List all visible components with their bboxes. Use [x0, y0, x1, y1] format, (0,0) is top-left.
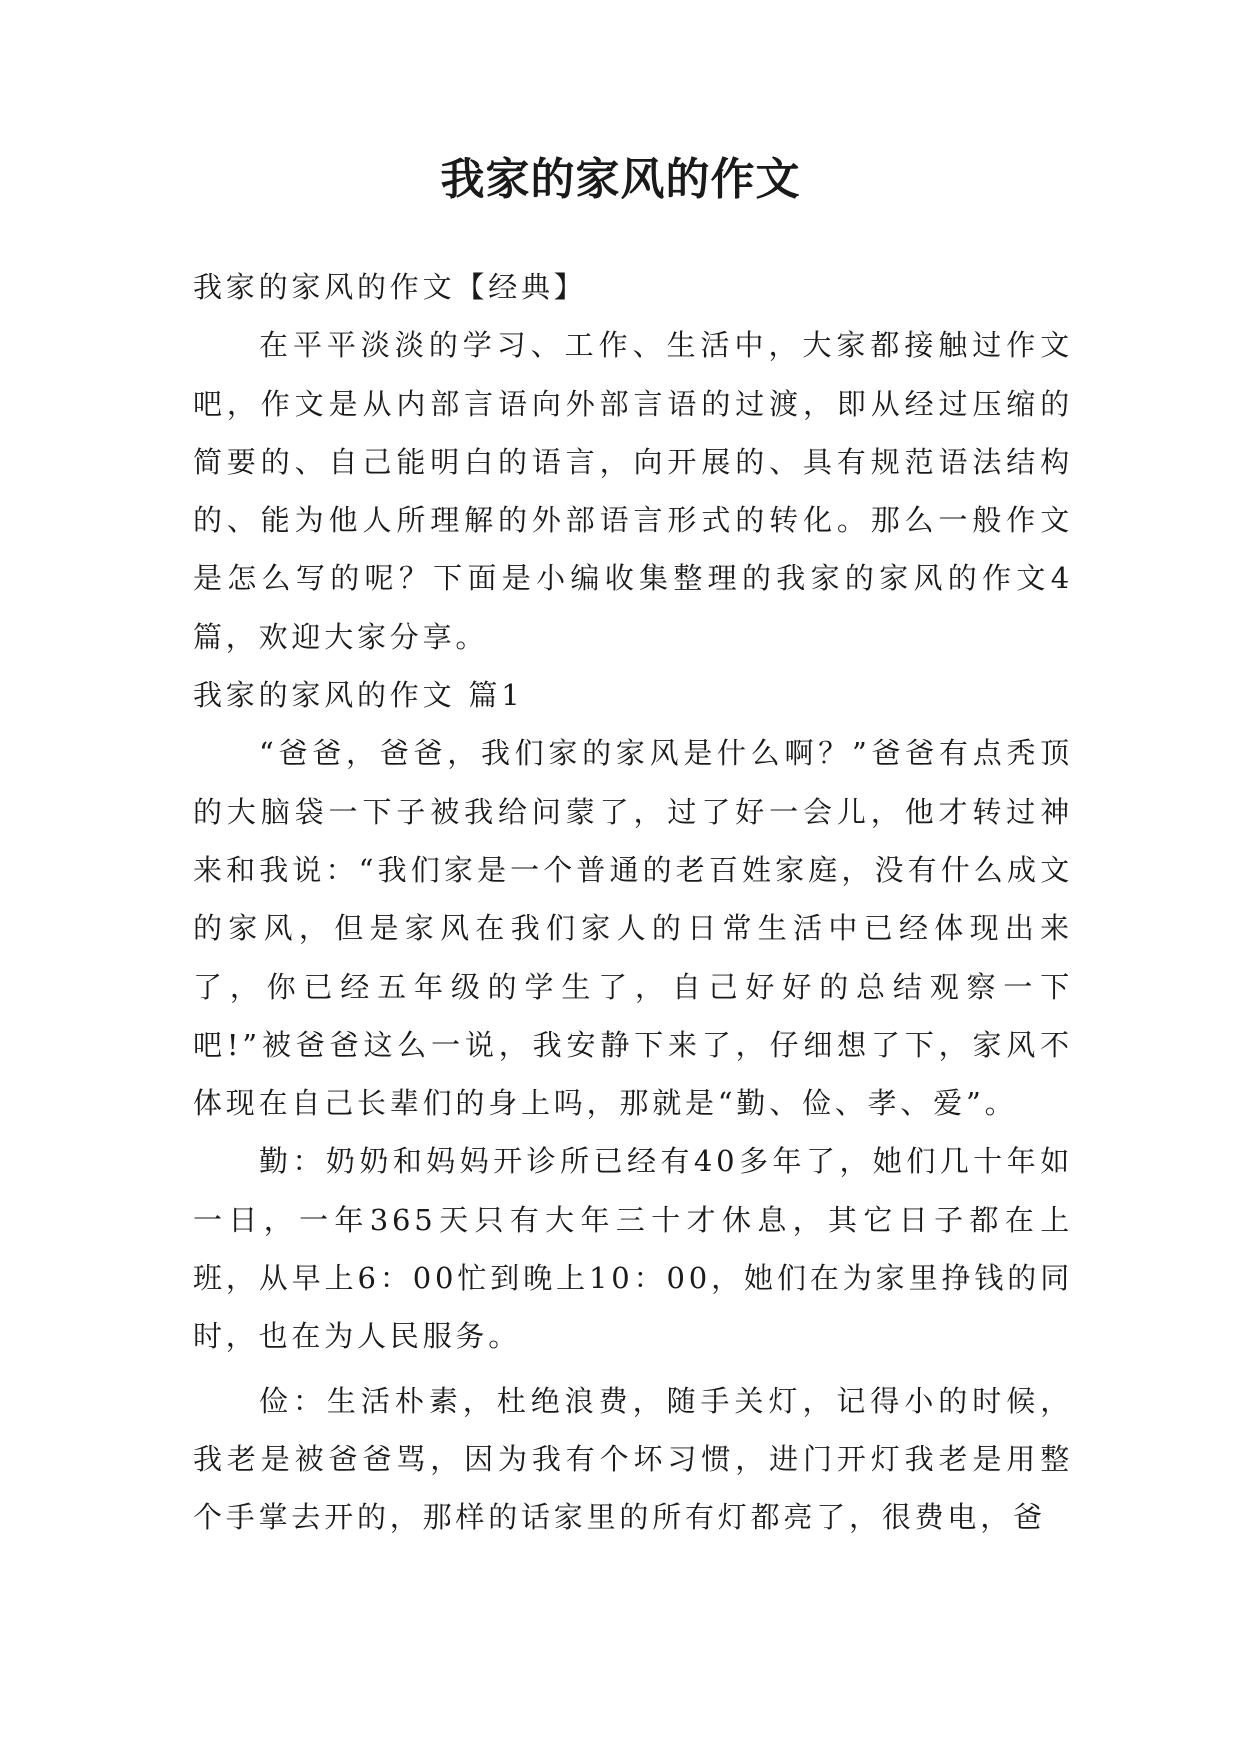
body-paragraph: “爸爸，爸爸，我们家的家风是什么啊？”爸爸有点秃顶的大脑袋一下子被我给问蒙了，过了好一会儿，他才转过神来和我说：“我们家是一个普通的老百姓家庭，没有什么成文的家风，但是家风在我们家人的日常生活中已经体现出来了，你已经五年级的学生了，自己好好的总结观察一下吧!”被爸爸这么一说，我安静下来了，仔细想了下，家风不体现在自己长辈们的身上吗，那就是“勤、俭、孝、爱”。: [193, 736, 1073, 1121]
body-paragraph: 勤：奶奶和妈妈开诊所已经有40多年了，她们几十年如一日，一年365天只有大年三十才休息，其它日子都在上班，从早上6：00忙到晚上10：00，她们在为家里挣钱的同时，也在为人民服务。: [193, 1144, 1073, 1354]
body-paragraph: 俭：生活朴素，杜绝浪费，随手关灯，记得小的时候，我老是被爸爸骂，因为我有个坏习惯，进门开灯我老是用整个手掌去开的，那样的话家里的所有灯都亮了，很费电，爸: [193, 1383, 1073, 1535]
intro-paragraph: 在平平淡淡的学习、工作、生活中，大家都接触过作文吧，作文是从内部言语向外部言语的过渡，即从经过压缩的简要的、自己能明白的语言，向开展的、具有规范语法结构的、能为他人所理解的外部语言形式的转化。那么一般作文是怎么写的呢？下面是小编收集整理的我家的家风的作文4篇，欢迎大家分享。: [193, 328, 1073, 654]
document-body: [193, 258, 1073, 1547]
section-heading: 我家的家风的作文 篇1: [193, 678, 524, 713]
intro-heading: 我家的家风的作文【经典】: [193, 270, 587, 304]
document-title: 我家的家风的作文: [440, 154, 801, 205]
